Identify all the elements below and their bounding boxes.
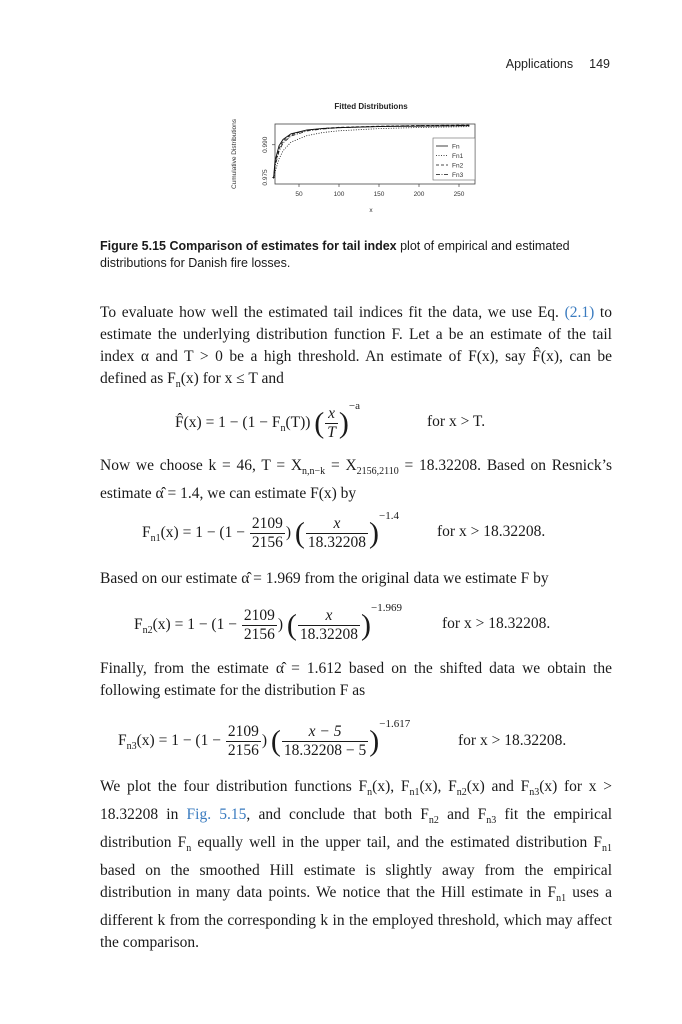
eq1-frac <box>325 405 338 442</box>
chart-svg <box>228 96 488 226</box>
eq3-frac1 <box>242 607 277 644</box>
legend-label-fn: Fn <box>452 143 460 151</box>
equation-3: $F_{n2}(x) = 1 - (1$ − $\frac{2109}{2156}$ ) ( $\frac{x}{18.32208}$ )$^{-1.969}$ <box>134 602 402 643</box>
p5-s4: n3 <box>529 787 540 799</box>
eq2-frac2 <box>306 515 368 552</box>
eq1-num: x <box>325 405 338 424</box>
eq4-xden: 18.32208 − 5 <box>283 741 367 759</box>
para1-text-c: (x) for x ≤ T and <box>180 370 284 387</box>
caption-bold: Comparison of estimates for tail index <box>169 239 397 253</box>
y-axis-label: Cumulative Distributions <box>231 118 238 190</box>
sub-n: n <box>175 379 181 391</box>
eq2-den: 2156 <box>251 533 283 551</box>
p5-s2: n1 <box>409 787 420 799</box>
eq4-frac2 <box>282 723 368 760</box>
eq3-xden: 18.32208 <box>299 625 359 643</box>
eq4-num: 2109 <box>227 722 259 740</box>
running-header <box>506 57 610 71</box>
eq4-lparen: ( <box>270 724 281 758</box>
para2-sub2: 2156,2110 <box>356 466 399 478</box>
para2-text-c: = 18.32208. Based on Resnick’s estimate α̂ = 1.4, we can estimate F(x) by <box>100 457 612 503</box>
eq2-frac1 <box>250 515 285 552</box>
eq2-xden: 18.32208 <box>307 533 367 551</box>
p5-s1: n <box>367 787 373 799</box>
eq3-num: 2109 <box>243 606 275 624</box>
eq3-rparen: ) <box>361 608 372 642</box>
eq2-condition: for x > 18.32208. <box>437 523 546 540</box>
p5-s9: n1 <box>556 893 567 905</box>
p5-k: uses a different k from the corresponding k in the employed threshold, which may affect the comparison. <box>100 884 612 952</box>
y-tick-label: 0.975 <box>262 169 269 186</box>
y-tick-label: 0.990 <box>262 136 269 153</box>
paragraph-2 <box>100 455 612 505</box>
eq3-lparen: ( <box>286 608 297 642</box>
paragraph-4: Finally, from the estimate α̂ = 1.612 based on the shifted data we obtain the following estimate for the distribution F as <box>100 660 612 699</box>
para2-sub1: n,n−k <box>302 466 326 478</box>
p5-i: equally well in the upper tail, and the estimated distribution F <box>191 834 602 852</box>
legend-label-fn1: Fn1 <box>452 152 464 160</box>
eq4-rparen: ) <box>369 724 380 758</box>
para1-text-a: To evaluate how well the estimated tail indices fit the data, we use Eq. <box>100 304 565 321</box>
eq1-sub: n <box>280 423 286 435</box>
eq1-condition: for x > T. <box>427 413 486 430</box>
para2-text-b: = X <box>325 457 357 474</box>
eq4-frac1 <box>226 723 261 760</box>
caption-label: Figure 5.15 <box>100 239 166 253</box>
paragraph-3: Based on our estimate α̂ = 1.969 from the original data we estimate F by <box>100 570 549 587</box>
p5-c: (x), F <box>419 778 457 795</box>
para1-text-b: to estimate the underlying distribution function F. Let a be an estimate of the tail index α and T > 0 be a high threshold. An estimate of F(x), say F̂(x), can be defined as F <box>100 304 612 387</box>
eq2-exp: −1.4 <box>379 510 399 522</box>
p5-s5: n2 <box>428 815 439 827</box>
p5-d: (x) and F <box>466 778 530 795</box>
p5-e: (x) for x > 18.32208 in <box>100 778 612 824</box>
paragraph-1 <box>100 302 612 396</box>
eq2-lhs2: (x) = 1 − (1 − <box>160 524 249 541</box>
eq4-lhs2: (x) = 1 − (1 − <box>136 732 225 749</box>
eq2-lparen: ( <box>294 516 305 550</box>
eq1-exp: −a <box>348 400 360 412</box>
p5-g: and F <box>438 806 487 824</box>
para2-text-a: Now we choose k = 46, T = X <box>100 457 303 474</box>
p5-f: , and conclude that both F <box>246 806 429 824</box>
p5-s8: n1 <box>602 843 612 855</box>
chart-title: Fitted Distributions <box>334 102 408 111</box>
p5-s6: n3 <box>486 815 497 827</box>
eq4-den: 2156 <box>227 741 259 759</box>
eq4-sub: n3 <box>126 741 137 753</box>
eq1-rparen: ) <box>338 406 349 440</box>
x-tick-label: 150 <box>373 191 385 198</box>
equation-4: $F_{n3}(x) = 1 - (1$ − $\frac{2109}{2156}$ ) ( $\frac{x - 5}{18.32208 - 5}$ )$^{-1.617}$ <box>118 718 411 759</box>
p5-b: (x), F <box>372 778 410 795</box>
eq1-den: T <box>327 423 336 441</box>
eq4-exp: −1.617 <box>379 718 411 730</box>
x-tick-label: 250 <box>453 191 465 198</box>
eq2-rparen: ) <box>369 516 380 550</box>
x-tick-label: 200 <box>413 191 425 198</box>
page-number: 149 <box>589 57 610 71</box>
eq1-lparen: ( <box>314 406 325 440</box>
x-tick-label: 100 <box>333 191 345 198</box>
eq3-exp: −1.969 <box>371 602 402 614</box>
eq2-xnum: x <box>306 515 368 534</box>
p5-s3: n2 <box>456 787 467 799</box>
legend-label-fn2: Fn2 <box>452 162 464 170</box>
legend-label-fn3: Fn3 <box>452 171 464 179</box>
p5-h: fit the empirical distribution F <box>100 806 613 852</box>
p5-s7: n <box>186 843 192 855</box>
eq3-sub: n2 <box>142 625 153 637</box>
eq3-den: 2156 <box>243 625 275 643</box>
eq1-mid: (T)) <box>285 414 311 431</box>
section-title: Applications <box>505 57 574 71</box>
eq-link[interactable]: (2.1) <box>564 304 595 321</box>
figure-caption <box>100 238 615 272</box>
equation-1 <box>175 400 360 442</box>
eq3-xnum: x <box>298 607 360 626</box>
figure-link[interactable]: Fig. 5.15 <box>186 806 247 824</box>
fitted-distributions-chart <box>228 96 488 226</box>
eq3-lhs: F <box>134 616 143 633</box>
eq3-condition: for x > 18.32208. <box>442 615 551 632</box>
eq3-frac2 <box>298 607 360 644</box>
eq2-sub: n1 <box>150 533 161 545</box>
eq4-condition: for x > 18.32208. <box>458 732 567 749</box>
eq3-lhs2: (x) = 1 − (1 − <box>152 616 241 633</box>
eq1-lhs: F̂(x) = 1 − (1 − F <box>175 414 281 431</box>
eq2-num: 2109 <box>251 514 283 532</box>
eq2-lhs: F <box>142 524 151 541</box>
paragraph-5 <box>100 776 612 954</box>
p5-j: based on the smoothed Hill estimate is slightly away from the empirical distribution in many data points. We notice that the Hill estimate in F <box>100 862 612 902</box>
caption-rest: plot of empirical and estimated distributions for Danish fire losses. <box>100 239 570 270</box>
x-axis-label: x <box>369 207 373 214</box>
eq4-lhs: F <box>118 732 127 749</box>
x-tick-label: 50 <box>295 191 303 198</box>
eq4-xnum: x − 5 <box>282 723 368 742</box>
p5-a: We plot the four distribution functions F <box>100 778 368 795</box>
equation-2: $F_{n1}(x) = 1 - (1$ − $\frac{2109}{2156}$ ) ( $\frac{x}{18.32208}$ )$^{-1.4}$ <box>142 510 399 551</box>
